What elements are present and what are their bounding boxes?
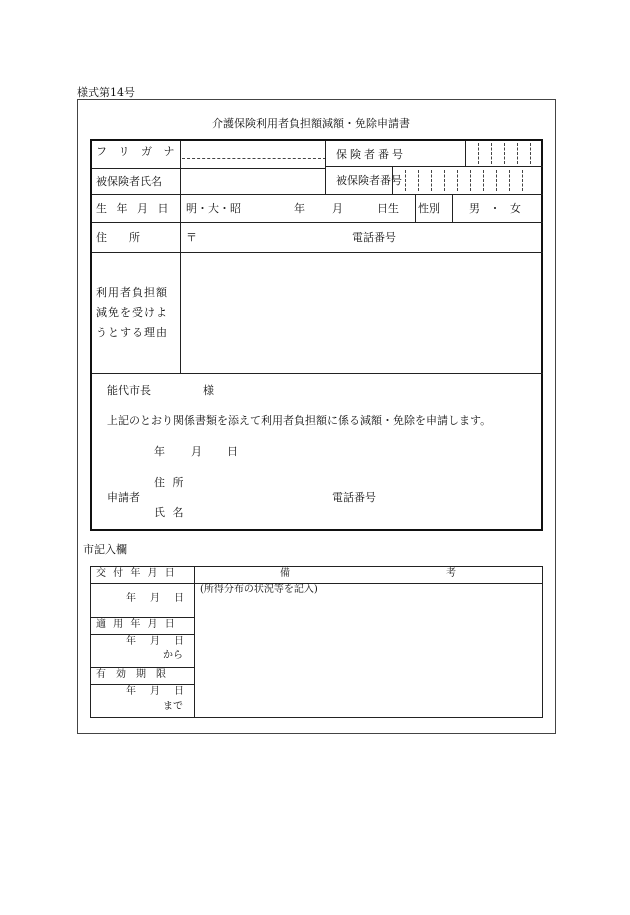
application-year-unit: 年 [154, 445, 165, 458]
applicant-address-field[interactable] [195, 472, 325, 488]
addressee: 能代市長 [107, 384, 151, 397]
reason-label-line3: うとする理由 [96, 326, 168, 339]
address-label: 住 所 [96, 231, 140, 244]
sex-options[interactable]: 男 ・ 女 [469, 202, 524, 215]
request-statement: 上記のとおり関係書類を添えて利用者負担額に係る減額・免除を申請します。 [107, 414, 492, 427]
rule [92, 194, 543, 195]
applicant-name-label: 氏 名 [154, 506, 186, 519]
applicant-name-field[interactable] [195, 502, 325, 518]
furigana-field[interactable] [182, 142, 322, 156]
remarks-label-2: 考 [446, 568, 456, 579]
apply-date-label: 適 用 年 月 日 [96, 619, 177, 630]
applicant-address-label: 住 所 [154, 476, 186, 489]
honorific: 様 [203, 384, 214, 397]
validity-label: 有 効 期 限 [96, 669, 166, 680]
applicant-label: 申請者 [107, 491, 140, 504]
rule [91, 634, 194, 635]
remarks-label-1: 備 [280, 568, 290, 579]
insured-number-label: 被保険者番号 [336, 174, 402, 187]
furigana-dash-line [182, 158, 326, 159]
form-number: 様式第14号 [77, 86, 135, 99]
birth-year-unit: 年 [294, 202, 305, 215]
rule [92, 252, 543, 253]
reason-label-line2: 減免を受けよ [96, 306, 168, 319]
rule [415, 194, 416, 222]
applicant-phone-field[interactable] [385, 487, 535, 503]
reason-label-line1: 利用者負担額 [96, 286, 168, 299]
office-section-label: 市記入欄 [83, 543, 127, 556]
remarks-field[interactable] [196, 598, 538, 714]
apply-from-label: から [163, 650, 183, 661]
phone-label: 電話番号 [352, 231, 396, 244]
sex-label: 性別 [418, 202, 440, 215]
rule [92, 222, 543, 223]
issue-date-ymd[interactable]: 年 月 日 [126, 593, 186, 604]
rule [91, 667, 194, 668]
rule [91, 684, 194, 685]
birth-month-unit: 月 [332, 202, 343, 215]
rule [92, 373, 543, 374]
issue-date-label: 交 付 年 月 日 [96, 568, 177, 579]
phone-field[interactable] [410, 224, 538, 248]
reason-field[interactable] [182, 254, 540, 370]
address-field[interactable] [198, 224, 338, 248]
rule [325, 141, 326, 194]
applicant-phone-label: 電話番号 [332, 491, 376, 504]
application-month-unit: 月 [191, 445, 202, 458]
validity-ymd[interactable]: 年 月 日 [126, 686, 186, 697]
rule [180, 141, 181, 373]
birth-day-unit: 日生 [377, 202, 399, 215]
insurer-number-field[interactable] [466, 141, 542, 163]
insured-name-label: 被保険者氏名 [96, 175, 162, 188]
insurer-number-label: 保険者番号 [336, 148, 406, 161]
validity-until-label: まで [163, 701, 183, 712]
remarks-note: (所得分布の状況等を記入) [200, 584, 318, 595]
rule [91, 617, 194, 618]
furigana-label: フ リ ガ ナ [96, 145, 179, 158]
insured-number-field[interactable] [393, 167, 541, 191]
rule [194, 567, 195, 718]
insured-name-field[interactable] [182, 168, 322, 190]
application-day-unit: 日 [227, 445, 238, 458]
rule [452, 194, 453, 222]
postal-mark: 〒 [186, 231, 197, 244]
birthdate-label: 生 年 月 日 [96, 202, 172, 215]
era-options[interactable]: 明・大・昭 [186, 202, 241, 215]
apply-date-ymd[interactable]: 年 月 日 [126, 636, 186, 647]
form-title: 介護保険利用者負担額減額・免除申請書 [212, 117, 410, 130]
